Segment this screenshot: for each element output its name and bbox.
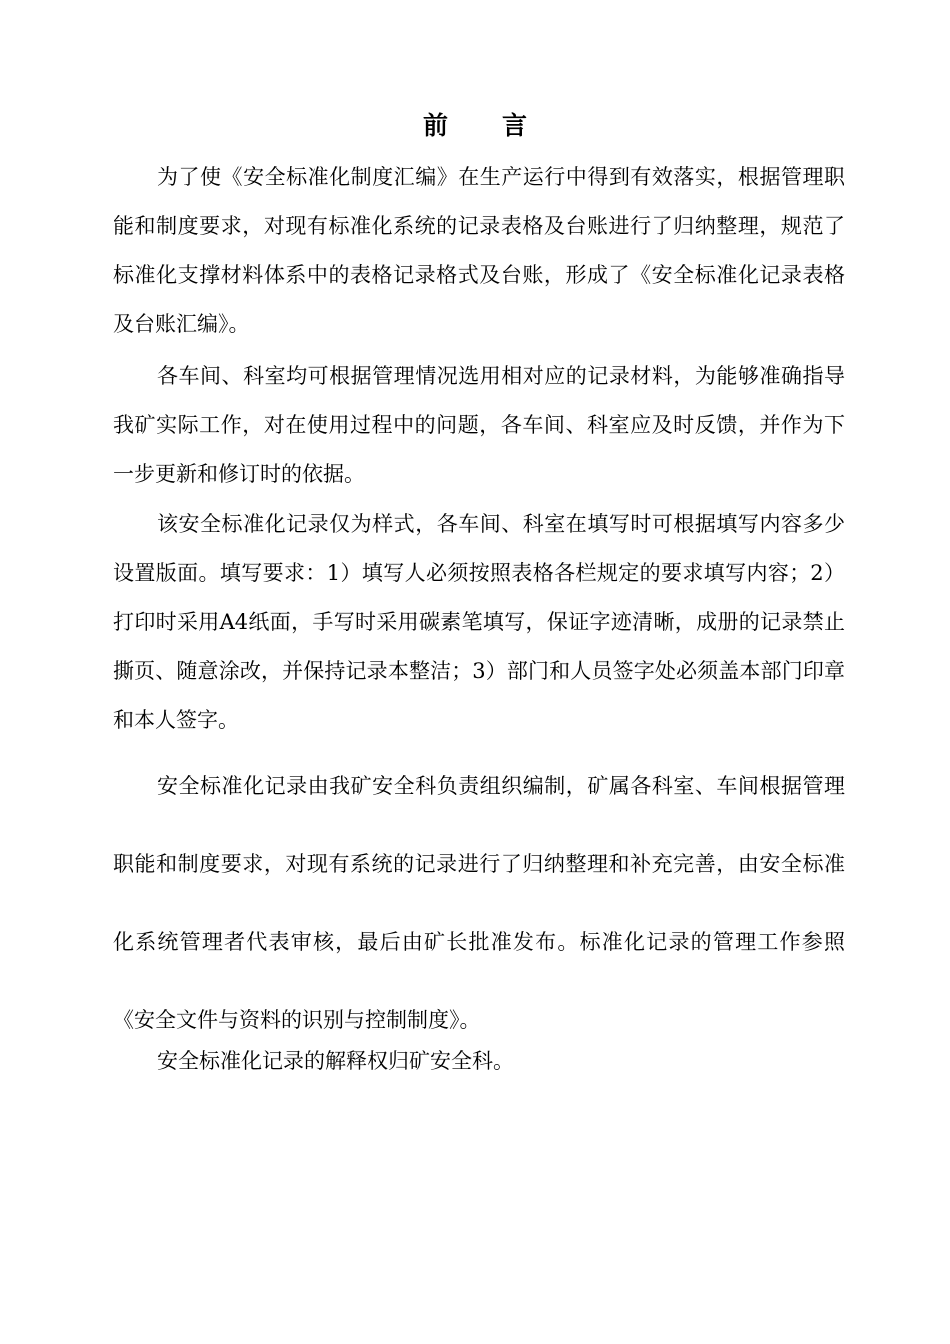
page-title: 前言 <box>422 111 581 140</box>
paragraph-compilation: 安全标准化记录由我矿安全科负责组织编制，矿属各科室、车间根据管理职能和制度要求，对现有系统的记录进行了归纳整理和补充完善，由安全标准化系统管理者代表审核，最后由矿长批准发布。标准化记录的管理工作参照《安全文件与资料的识别与控制制度》。 <box>113 774 845 1032</box>
paragraph-fill-requirements: 该安全标准化记录仅为样式，各车间、科室在填写时可根据填写内容多少设置版面。填写要求：1）填写人必须按照表格各栏规定的要求填写内容；2）打印时采用A4纸面，手写时采用碳素笔填写，保证字迹清晰，成册的记录禁止撕页、随意涂改，并保持记录本整洁；3）部门和人员签字处必须盖本部门印章和本人签字。 <box>113 512 845 732</box>
paragraph-purpose: 为了使《安全标准化制度汇编》在生产运行中得到有效落实，根据管理职能和制度要求，对现有标准化系统的记录表格及台账进行了归纳整理，规范了标准化支撑材料体系中的表格记录格式及台账，形成了《安全标准化记录表格及台账汇编》。 <box>113 165 845 336</box>
paragraph-usage: 各车间、科室均可根据管理情况选用相对应的记录材料，为能够准确指导我矿实际工作，对在使用过程中的问题，各车间、科室应及时反馈，并作为下一步更新和修订时的依据。 <box>113 364 845 486</box>
paragraph-interpretation: 安全标准化记录的解释权归矿安全科。 <box>157 1049 514 1073</box>
